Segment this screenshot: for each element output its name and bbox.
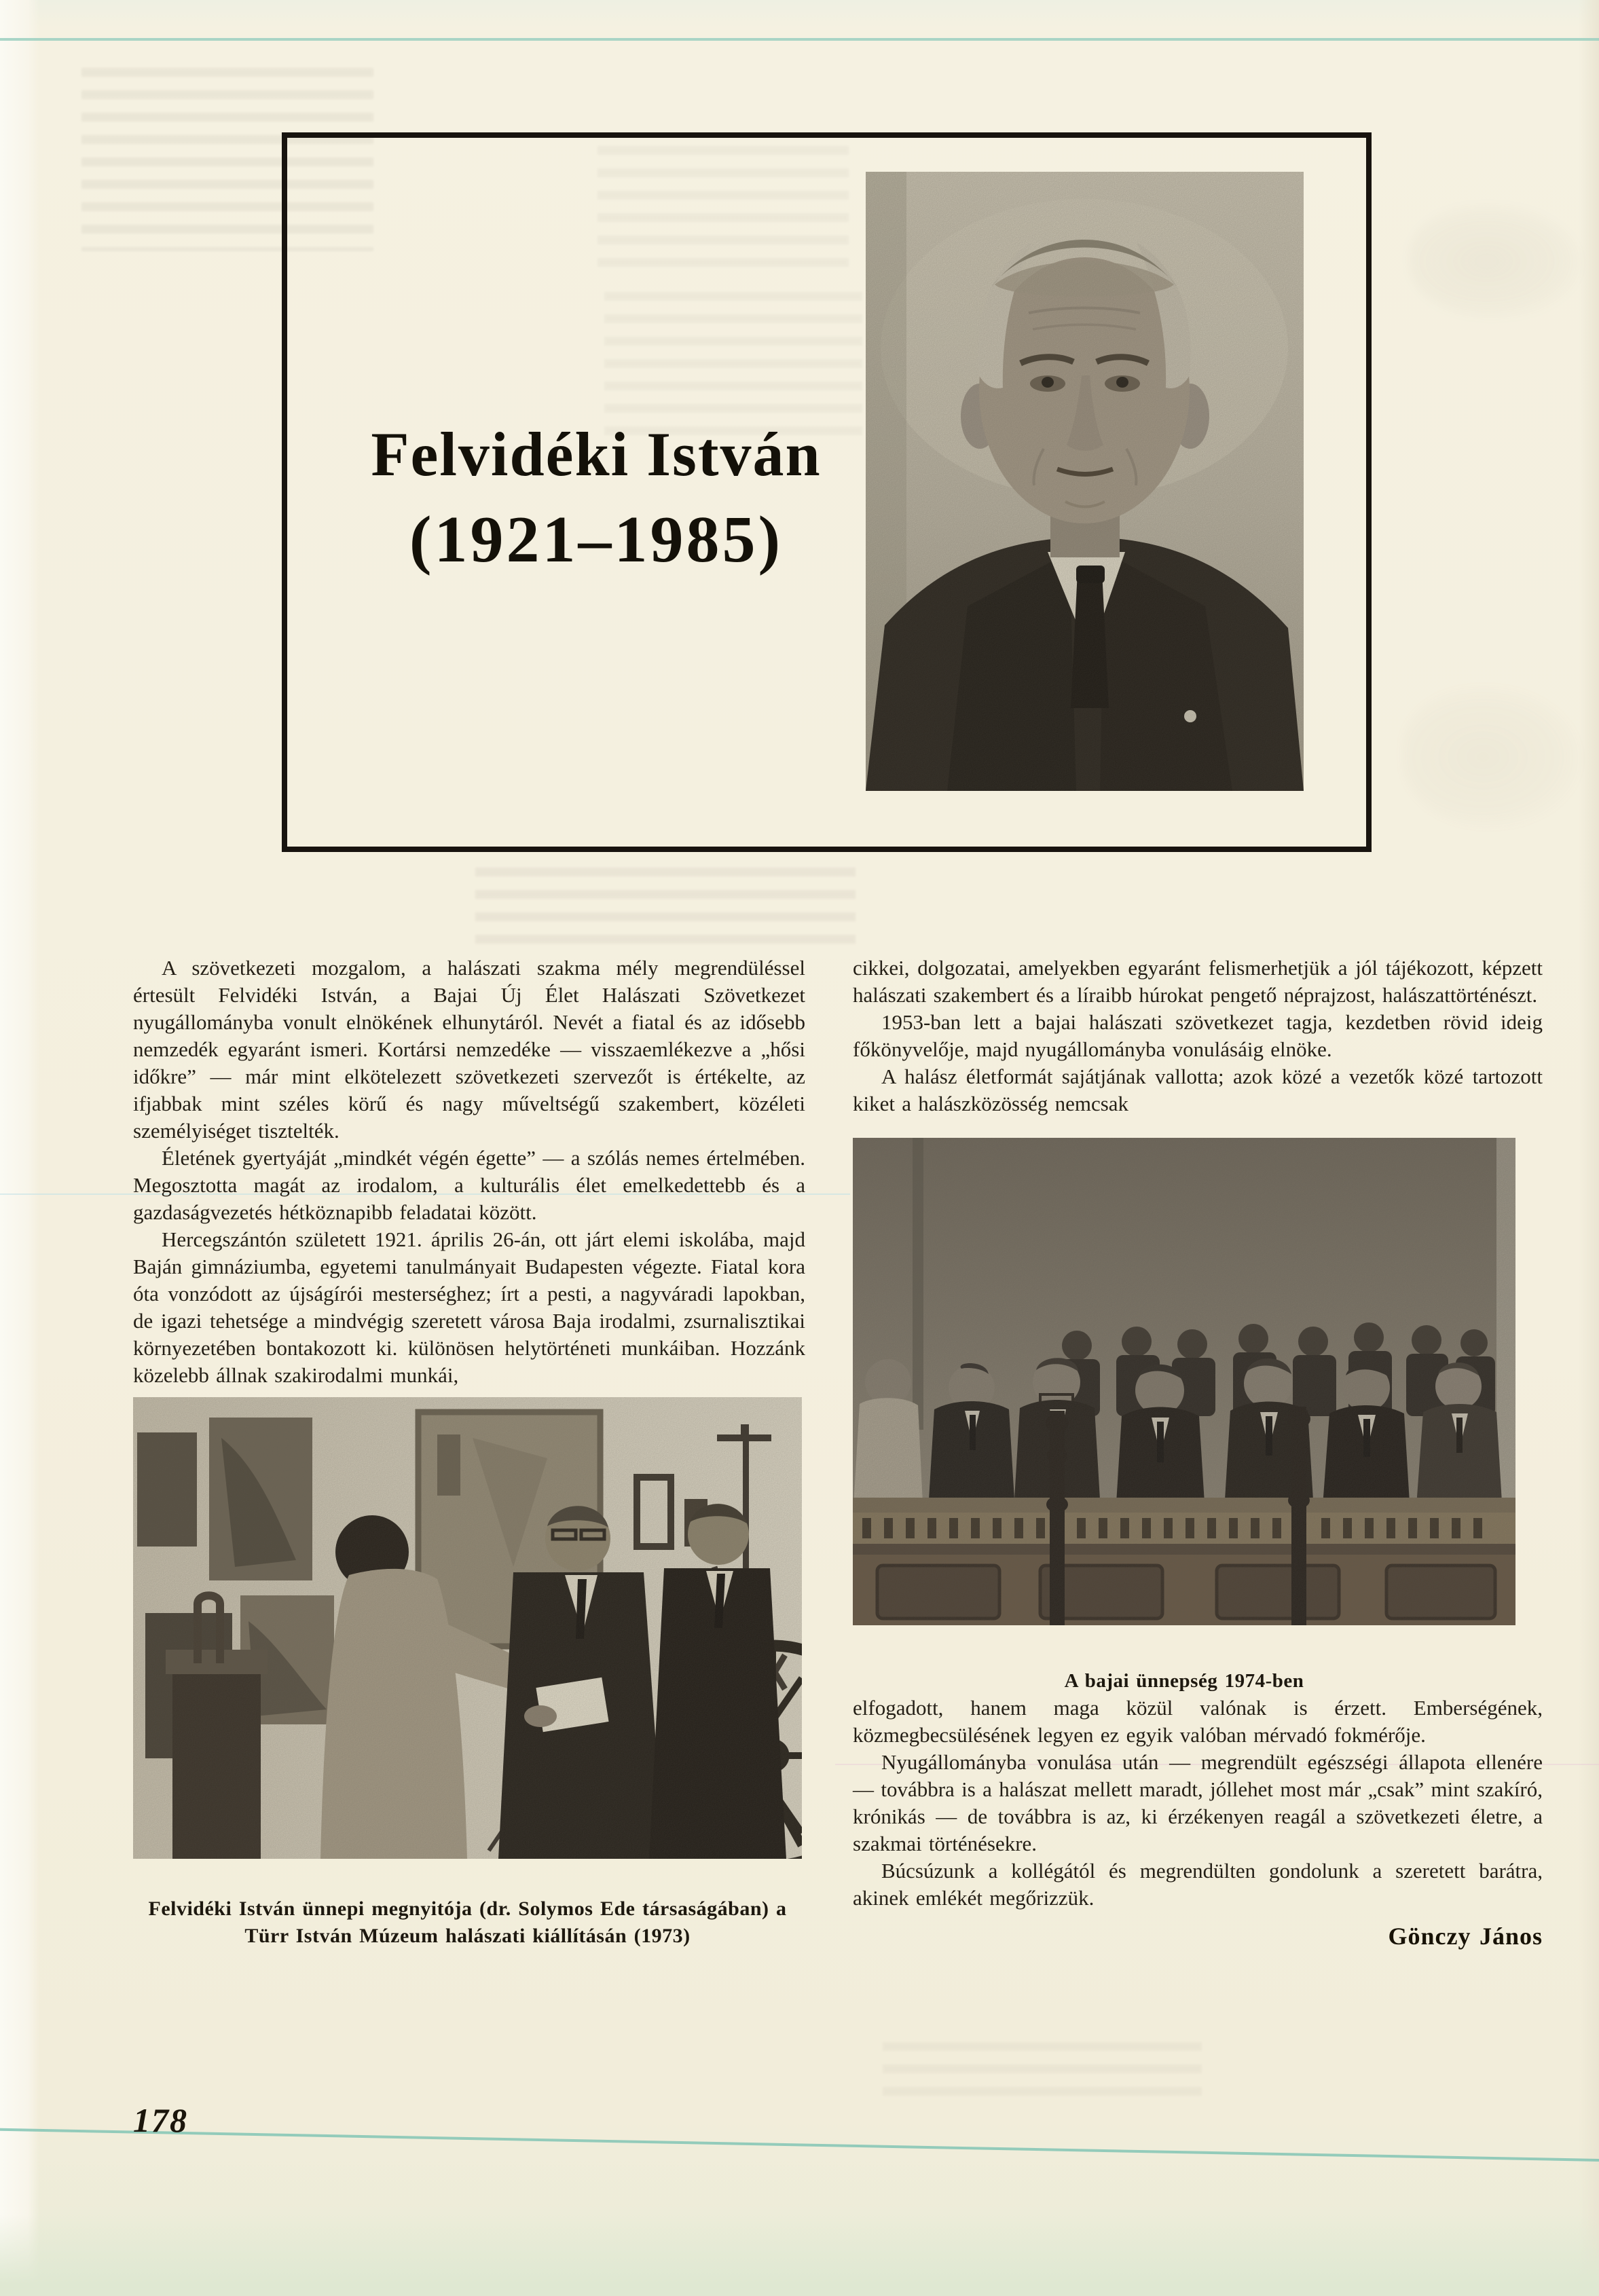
paragraph: A szövetkezeti mozgalom, a halászati szakma mély megrendüléssel értesült Felvidéki István, a Bajai Új Élet Halászati Szövetkezet nyugállományba vonult elnökének elhunytáról. Nevét a fiatal és az idősebb nemzedék egyaránt ismeri. Kortársi nemzedéke — visszaemlékezve a „hősi időkre” — már mint elkötelezett szövetkezeti szervezőt is értékelte, az ifjabbak mint széles körű és nagy műveltségű szakembert, közéleti személyiséget tisztelték. xyxy=(133,956,805,1143)
page-right-edge-shade xyxy=(1579,0,1599,2296)
memorial-title-name: Felvidéki István xyxy=(371,420,822,489)
paragraph: Hercegszántón született 1921. április 26-án, ott járt elemi iskolába, majd Baján gimnáziumba, egyetemi tanulmányait Budapesten végezte. Fiatal kora óta vonzódott az újságírói mesterséghez; írt a pesti, a nagyváradi lapokban, de igazi tehetsége a mindvégig szeretett városa Baja irodalmi, zsurnalisztikai környezetében bontakozott ki. különösen helytörténeti munkáiban. Hozzánk közelebb állnak szakirodalmi munkái, xyxy=(133,1227,805,1387)
paragraph: 1953-ban lett a bajai halászati szövetkezet tagja, kezdetben rövid ideig főkönyvelője, majd nyugállományba vonulásáig elnöke. xyxy=(853,1010,1543,1061)
article-right-column xyxy=(853,955,1543,1950)
bleed-through-text xyxy=(475,868,856,949)
ceremony-photo-caption: A bajai ünnepség 1974-ben xyxy=(1064,1670,1304,1692)
memorial-box xyxy=(282,132,1372,852)
paragraph: Nyugállományba vonulása után — megrendült egészségi állapota ellenére — továbbra is a halászat mellett maradt, jóllehet most már „csak” mint szakíró, krónikás — de továbbra is az, ki érzékenyen reagál a szövetkezeti életre, a szakmai történésekre. xyxy=(853,1750,1543,1855)
scan-artifact-diagonal-line xyxy=(0,2128,1599,2163)
bleed-through-blob xyxy=(1402,686,1582,828)
museum-exhibition-photo xyxy=(133,1397,802,1859)
paragraph: cikkei, dolgozatai, amelyekben egyaránt felismerhetjük a jól tájékozott, képzett halászati szakembert és a líraibb húrokat pengető néprajzost, halászattörténészt. xyxy=(853,956,1543,1007)
ceremony-photo xyxy=(853,1138,1515,1625)
paragraph: A halász életformát sajátjának vallotta; azok közé a vezetők közé tartozott kiket a halászközösség nemcsak xyxy=(853,1064,1543,1115)
paragraph: elfogadott, hanem maga közül valónak is érzett. Emberségének, közmegbecsülésének legyen ez egyik valóban mérvadó fokmérője. xyxy=(853,1696,1543,1747)
page-left-margin xyxy=(0,0,39,2296)
paragraph: Búcsúzunk a kollégától és megrendülten gondolunk a szeretett barátra, akinek emlékét megőrizzük. xyxy=(853,1859,1543,1910)
bleed-through-blob xyxy=(1409,204,1582,319)
memorial-title xyxy=(335,422,858,574)
author-signature: Gönczy János xyxy=(1388,1923,1543,1950)
scan-artifact-top-line xyxy=(0,38,1599,41)
paragraph: Életének gyertyáját „mindkét végén égette” — a szólás nemes értelmében. Megosztotta magát az irodalom, a kulturális élet emelkedettebb és a gazdaságvezetés hétköznapibb feladatai között. xyxy=(133,1146,805,1224)
article-left-column xyxy=(133,955,805,1950)
scan-artifact-bottom-band xyxy=(0,2215,1599,2296)
memorial-title-years: (1921–1985) xyxy=(409,502,784,576)
museum-photo-caption: Felvidéki István ünnepi megnyitója (dr. Solymos Ede társaságában) a Türr István Múzeum halászati kiállításán (1973) xyxy=(148,1897,787,1947)
page-number: 178 xyxy=(133,2101,188,2139)
portrait-photo xyxy=(866,172,1304,791)
bleed-through-text xyxy=(883,2042,1202,2102)
